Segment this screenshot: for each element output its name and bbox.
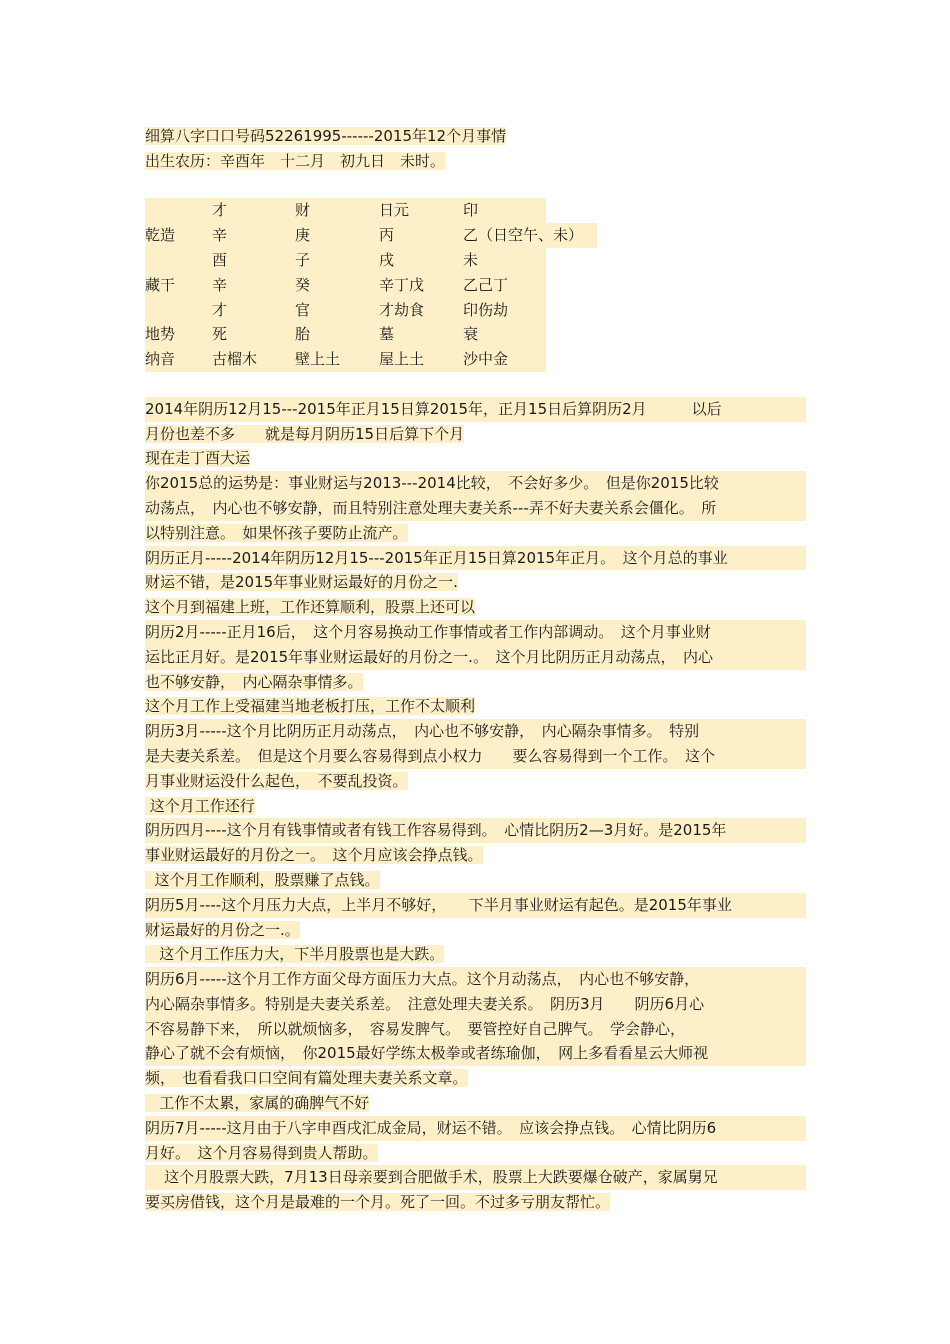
text-line-content: 阴历5月----这个月压力大点，上半月不够好， 下半月事业财运有起色。是2015年事业 (145, 893, 806, 918)
text-line-content: 内心隔杂事情多。特别是夫妻关系差。 注意处理夫妻关系。 阴历3月 阴历6月心 (145, 992, 806, 1017)
text-line (145, 868, 810, 893)
text-line (145, 1141, 810, 1166)
bazi-table (145, 198, 810, 372)
text-line (145, 446, 810, 471)
text-line (145, 918, 810, 943)
text-line-content: 以特别注意。 如果怀孩子要防止流产。 (145, 523, 408, 542)
text-line-content: 动荡点， 内心也不够安静，而且特别注意处理夫妻关系---弄不好夫妻关系会僵化。 所 (145, 496, 806, 521)
document-title: 细算八字口口号码52261995------2015年12个月事情 (145, 127, 507, 145)
text-line (145, 818, 810, 843)
text-line-content: 月份也差不多 就是每月阴历15日后算下个月 (145, 424, 465, 443)
text-line (145, 893, 810, 918)
text-line-content: 要买房借钱，这个月是最难的一个月。死了一回。不过多亏朋友帮忙。 (145, 1193, 611, 1212)
text-line-content: 阴历2月-----正月16后， 这个月容易换动工作事情或者工作内部调动。 这个月事业财 (145, 620, 806, 645)
table-row: 才 官 才劫食 印伤劫 (145, 298, 546, 323)
text-line-content: 运比正月好。是2015年事业财运最好的月份之一.。 这个月比阴历正月动荡点， 内心 (145, 645, 806, 670)
text-line (145, 1165, 810, 1190)
text-line-content: 阴历正月-----2014年阴历12月15---2015年正月15日算2015年正月。 这个月总的事业 (145, 546, 806, 571)
text-line (145, 942, 810, 967)
text-line (145, 1017, 810, 1042)
text-line-content: 阴历7月-----这月由于八字申酉戌汇成金局，财运不错。 应该会挣点钱。 心情比阴历6 (145, 1116, 806, 1141)
text-line-content: 这个月到福建上班，工作还算顺利，股票上还可以 (145, 598, 476, 617)
text-line (145, 471, 810, 496)
text-line (145, 546, 810, 571)
text-line-content: 现在走丁酉大运 (145, 449, 251, 468)
text-line (145, 1041, 810, 1066)
text-line-content: 阴历3月-----这个月比阴历正月动荡点， 内心也不够安静， 内心隔杂事情多。 特别 (145, 719, 806, 744)
text-line (145, 645, 810, 670)
text-line (145, 1066, 810, 1091)
text-line-content: 这个月工作压力大，下半月股票也是大跌。 (145, 945, 445, 964)
text-line (145, 719, 810, 744)
text-line (145, 521, 810, 546)
text-line (145, 992, 810, 1017)
spacer (145, 372, 810, 397)
table-row: 酉 子 戌 未 (145, 248, 546, 273)
birth-info: 出生农历：辛酉年 十二月 初九日 未时。 (145, 151, 446, 170)
text-line (145, 570, 810, 595)
text-line (145, 496, 810, 521)
table-row: 藏干 辛 癸 辛丁戊 乙己丁 (145, 273, 546, 298)
text-line-content: 阴历6月-----这个月工作方面父母方面压力大点。这个月动荡点， 内心也不够安静， (145, 967, 806, 992)
table-row: 地势 死 胎 墓 衰 (145, 322, 546, 347)
text-line-content: 这个月股票大跌，7月13日母亲要到合肥做手术，股票上大跌要爆仓破产，家属舅兄 (145, 1165, 806, 1190)
text-line-content: 事业财运最好的月份之一。 这个月应该会挣点钱。 (145, 846, 483, 865)
text-line-content: 财运不错，是2015年事业财运最好的月份之一. (145, 573, 458, 592)
text-line (145, 595, 810, 620)
text-line-content: 这个月工作还行 (145, 796, 255, 815)
table-row: 乾造 辛 庚 丙 乙（日空午、未） (145, 223, 597, 248)
text-line-content: 不容易静下来， 所以就烦恼多， 容易发脾气。 要管控好自己脾气。 学会静心， (145, 1017, 806, 1042)
text-line-content: 频， 也看看我口口空间有篇处理夫妻关系文章。 (145, 1069, 468, 1088)
text-line-content: 静心了就不会有烦恼， 你2015最好学练太极拳或者练瑜伽， 网上多看看星云大师视 (145, 1041, 806, 1066)
text-line-content: 月好。 这个月容易得到贵人帮助。 (145, 1143, 378, 1162)
text-line (145, 397, 810, 422)
monthly-text (145, 397, 810, 1215)
table-row: 才 财 日元 印 (145, 198, 546, 223)
spacer (145, 174, 810, 199)
text-line (145, 620, 810, 645)
text-line (145, 967, 810, 992)
text-line-content: 你2015总的运势是：事业财运与2013---2014比较， 不会好多少。 但是你2015比较 (145, 471, 806, 496)
text-line (145, 794, 810, 819)
text-line-content: 这个月工作顺利，股票赚了点钱。 (145, 870, 380, 889)
text-line-content: 财运最好的月份之一.。 (145, 920, 300, 939)
text-line (145, 1190, 810, 1215)
text-line-content: 是夫妻关系差。 但是这个月要么容易得到点小权力 要么容易得到一个工作。 这个 (145, 744, 806, 769)
text-line (145, 1116, 810, 1141)
text-line (145, 670, 810, 695)
text-line (145, 694, 810, 719)
text-line-content: 这个月工作上受福建当地老板打压，工作不太顺利 (145, 697, 476, 716)
text-line (145, 843, 810, 868)
text-line-content: 月事业财运没什么起色， 不要乱投资。 (145, 771, 408, 790)
text-line-content: 阴历四月----这个月有钱事情或者有钱工作容易得到。 心情比阴历2—3月好。是2015年 (145, 818, 806, 843)
text-line (145, 769, 810, 794)
text-line (145, 1091, 810, 1116)
document-body (145, 124, 810, 1215)
text-line (145, 744, 810, 769)
text-line-content: 工作不太累，家属的确脾气不好 (145, 1094, 370, 1113)
table-row: 纳音 古榴木 壁上土 屋上土 沙中金 (145, 347, 546, 372)
text-line-content: 也不够安静， 内心隔杂事情多。 (145, 672, 363, 691)
text-line (145, 422, 810, 447)
text-line-content: 2014年阴历12月15---2015年正月15日算2015年，正月15日后算阴历2月 以后 (145, 397, 806, 422)
